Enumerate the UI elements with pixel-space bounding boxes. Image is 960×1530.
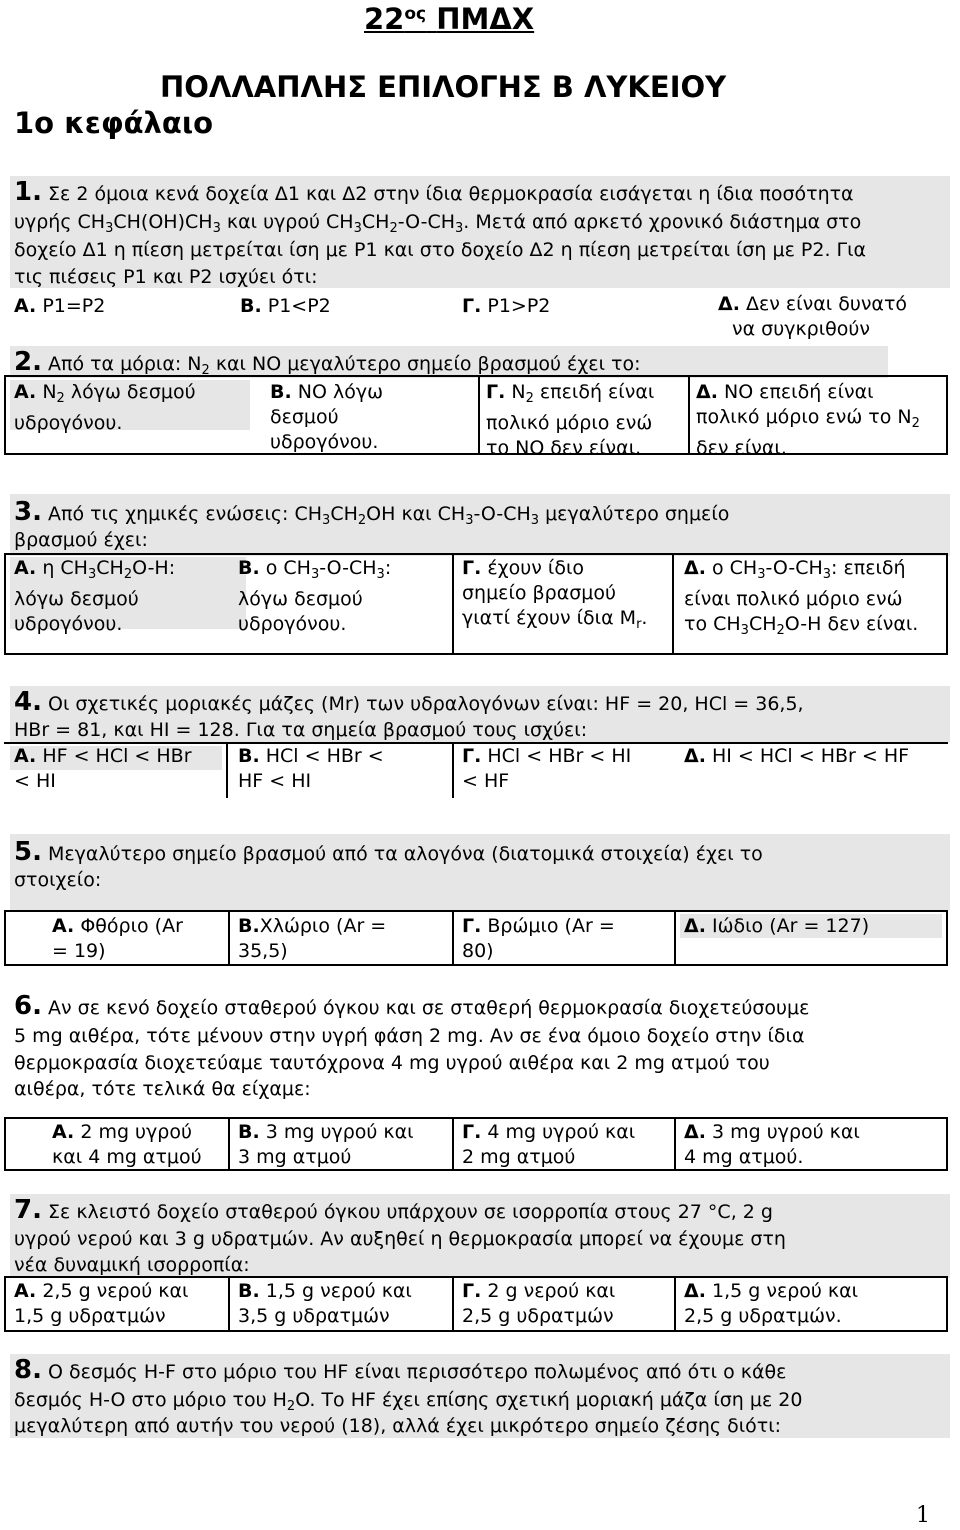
q2-option-a[interactable]: A. $N_2$ λόγω δεσμού υδρογόνου. (14, 381, 196, 434)
document-title (364, 2, 534, 36)
q2-option-d[interactable]: Δ. NO επειδή είναι πολικό μόριο ενώ το $N_2$ δεν είναι. (696, 381, 920, 459)
q7-line-1: 7. Σε κλειστό δοχείο σταθερού όγκου υπάρχουν σε ισορροπία στους 27 °C, 2 g (14, 1195, 773, 1225)
q1-line-2: υγρής $CH_3CH(OH)CH_3$ και υγρού $CH_3CH_2-O-CH_3$. Μετά από αρκετό χρονικό διάστημα στο (14, 211, 862, 236)
q5-number: 5. (14, 837, 42, 867)
q4-line-1: 4. Οι σχετικές μοριακές μάζες (Mr) των υδραλογόνων είναι: HF = 20, HCl = 36,5, (14, 687, 804, 717)
q7-number: 7. (14, 1195, 42, 1225)
q4-option-b[interactable]: B. HCl < HBr < HF < HI (238, 745, 384, 792)
q6-divider-2 (452, 1117, 454, 1171)
q3-option-a[interactable]: A. η $CH_3CH_2O-H$: λόγω δεσμού υδρογόνου. (14, 557, 176, 635)
q2-divider-2 (688, 375, 690, 455)
q3-option-c[interactable]: Γ. έχουν ίδιο σημείο βρασμού γιατί έχουν ίδια $M_r$. (462, 557, 648, 632)
q1-line-4: τις πιέσεις P1 και P2 ισχύει ότι: (14, 266, 318, 288)
q4-option-d[interactable]: Δ. HI < HCl < HBr < HF (684, 745, 910, 767)
q6-option-c[interactable]: Γ. 4 mg υγρού και 2 mg ατμού (462, 1121, 636, 1168)
title-number: 22 (364, 2, 405, 36)
q6-number: 6. (14, 991, 42, 1021)
q4-divider-1 (226, 742, 228, 798)
q1-line-3: δοχείο Δ1 η πίεση μετρείται ίση με P1 και στο δοχείο Δ2 η πίεση μετρείται ίση με P2. Για (14, 239, 867, 261)
q6-line-2: 5 mg αιθέρα, τότε μένουν στην υγρή φάση 2 mg. Αν σε ένα όμοιο δοχείο στην ίδια (14, 1025, 805, 1047)
page-number: 1 (916, 1503, 930, 1528)
chapter-heading: 1ο κεφάλαιο (14, 106, 214, 140)
q7-line-3: νέα δυναμική ισορροπία: (14, 1254, 250, 1276)
q7-option-d[interactable]: Δ. 1,5 g νερού και 2,5 g υδρατμών. (684, 1280, 859, 1327)
q4-option-a[interactable]: A. HF < HCl < HBr < HI (14, 745, 192, 792)
q6-option-d[interactable]: Δ. 3 mg υγρού και 4 mg ατμού. (684, 1121, 860, 1168)
q3-option-b[interactable]: B. ο $CH_3-O-CH_3$: λόγω δεσμού υδρογόνου. (238, 557, 392, 635)
q1-option-a[interactable]: A. P1=P2 (14, 295, 106, 317)
q8-number: 8. (14, 1355, 42, 1385)
q5-option-d[interactable]: Δ. Ιώδιο (Ar = 127) (684, 915, 870, 937)
q3-line-2: βρασμού έχει: (14, 529, 148, 551)
q4-line-2: HBr = 81, και HI = 128. Για τα σημεία βρασμού τους ισχύει: (14, 719, 588, 741)
q5-divider-2 (452, 910, 454, 966)
q3-line-1: 3. Από τις χημικές ενώσεις: $CH_3CH_2OH$ και $CH_3-O-CH_3$ μεγαλύτερο σημείο (14, 497, 730, 528)
q4-option-c[interactable]: Γ. HCl < HBr < HI < HF (462, 745, 632, 792)
q5-line-1: 5. Μεγαλύτερο σημείο βρασμού από τα αλογόνα (διατομικά στοιχεία) έχει το (14, 837, 763, 867)
q3-number: 3. (14, 497, 42, 527)
q1-line-1: 1. Σε 2 όμοια κενά δοχεία Δ1 και Δ2 στην ίδια θερμοκρασία εισάγεται η ίδια ποσότητα (14, 177, 854, 207)
q5-divider-1 (228, 910, 230, 966)
q6-divider-1 (228, 1117, 230, 1171)
q5-option-c[interactable]: Γ. Βρώμιο (Ar = 80) (462, 915, 615, 962)
title-superscript: ος (404, 4, 427, 24)
title-text: ΠΜΔΧ (436, 2, 535, 36)
q8-line-3: μεγαλύτερη από αυτήν του νερού (18), αλλά έχει μικρότερο σημείο ζέσης διότι: (14, 1415, 782, 1437)
q7-divider-3 (674, 1276, 676, 1332)
q3-option-d[interactable]: Δ. ο $CH_3-O-CH_3$: επειδή είναι πολικό μόριο ενώ το $CH_3CH_2O-H$ δεν είναι. (684, 557, 919, 638)
q2-option-c[interactable]: Γ. $N_2$ επειδή είναι πολικό μόριο ενώ το NO δεν είναι. (486, 381, 655, 459)
document-subtitle: ΠΟΛΛΑΠΛΗΣ ΕΠΙΛΟΓΗΣ Β ΛΥΚΕΙΟΥ (160, 70, 727, 104)
q3-divider-1 (452, 553, 454, 655)
q6-option-a[interactable]: A. 2 mg υγρού και 4 mg ατμού (52, 1121, 202, 1168)
q8-line-2: δεσμός H-O στο μόριο του $H_2O$. Το HF έχει επίσης σχετική μοριακή μάζα ίση με 20 (14, 1389, 803, 1414)
q7-divider-2 (452, 1276, 454, 1332)
q6-line-4: αιθέρα, τότε τελικά θα είχαμε: (14, 1078, 311, 1100)
q5-option-b[interactable]: B.Χλώριο (Ar = 35,5) (238, 915, 387, 962)
q7-option-b[interactable]: B. 1,5 g νερού και 3,5 g υδρατμών (238, 1280, 412, 1327)
q1-option-d[interactable]: Δ. Δεν είναι δυνατό να συγκριθούν (718, 293, 908, 340)
q2-number: 2. (14, 347, 42, 377)
q3-divider-2 (672, 553, 674, 655)
q8-line-1: 8. Ο δεσμός H-F στο μόριο του HF είναι περισσότερο πολωμένος από ότι ο κάθε (14, 1355, 787, 1385)
q7-line-2: υγρού νερού και 3 g υδρατμών. Αν αυξηθεί η θερμοκρασία μπορεί να έχουμε στη (14, 1228, 786, 1250)
q5-line-2: στοιχείο: (14, 869, 102, 891)
q2-line-1: 2. Από τα μόρια: $N_2$ και NO μεγαλύτερο σημείο βρασμού έχει το: (14, 347, 641, 378)
q4-number: 4. (14, 687, 42, 717)
q7-option-a[interactable]: A. 2,5 g νερού και 1,5 g υδρατμών (14, 1280, 189, 1327)
q6-line-1: 6. Αν σε κενό δοχείο σταθερού όγκου και σε σταθερή θερμοκρασία διοχετεύσουμε (14, 991, 810, 1021)
q4-divider-2 (452, 742, 454, 798)
q1-number: 1. (14, 177, 42, 207)
q2-divider-1 (478, 375, 480, 455)
q7-option-c[interactable]: Γ. 2 g νερού και 2,5 g υδρατμών (462, 1280, 616, 1327)
q6-divider-3 (674, 1117, 676, 1171)
q6-line-3: θερμοκρασία διοχετεύαμε ταυτόχρονα 4 mg υγρού αιθέρα και 2 mg ατμού του (14, 1052, 770, 1074)
q2-option-b[interactable]: B. NO λόγω δεσμού υδρογόνου. (270, 381, 383, 453)
q1-option-c[interactable]: Γ. P1>P2 (462, 295, 551, 317)
q1-option-b[interactable]: B. P1<P2 (240, 295, 331, 317)
q6-option-b[interactable]: B. 3 mg υγρού και 3 mg ατμού (238, 1121, 414, 1168)
q7-divider-1 (228, 1276, 230, 1332)
q5-option-a[interactable]: A. Φθόριο (Ar = 19) (52, 915, 183, 962)
q5-divider-3 (674, 910, 676, 966)
